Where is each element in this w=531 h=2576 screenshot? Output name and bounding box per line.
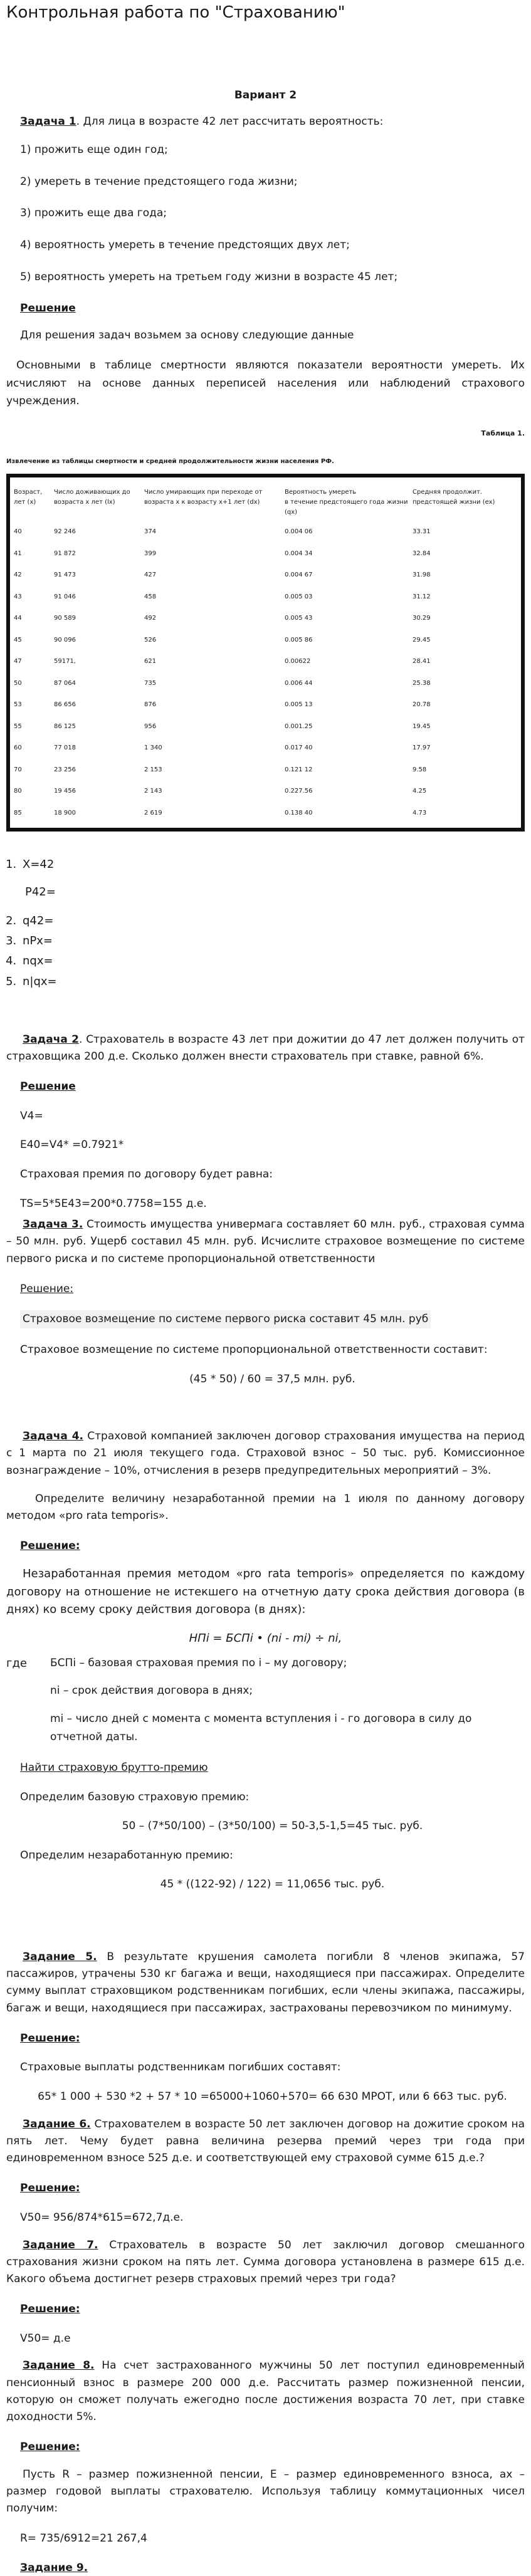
- table-cell-qx: 0.121 12: [285, 766, 313, 773]
- header-lx-line2: возраста х лет (lx): [54, 499, 115, 506]
- task6-answer: V50= 956/874*615=672,7д.е.: [20, 2211, 184, 2224]
- variant-heading: Вариант 2: [234, 88, 297, 102]
- table-header-dx: [144, 484, 285, 521]
- table-header-row: [14, 484, 517, 521]
- table-cell-lx: 87 064: [54, 679, 76, 687]
- mortality-table-frame: [6, 474, 525, 832]
- answer-p42: P42=: [25, 885, 56, 899]
- header-ex-line1: Средняя продолжит.: [413, 489, 483, 496]
- table-cell-lx: 86 656: [54, 701, 76, 709]
- table-cell-qx: 0.004 06: [285, 528, 313, 536]
- task4-find: Найти страховую брутто-премию: [20, 1761, 208, 1774]
- task7-solution-label: Решение:: [20, 2303, 80, 2316]
- table-cell-ex: 32.84: [413, 550, 431, 557]
- answer-item-3: [20, 933, 525, 949]
- task2-label: Задача 2: [23, 1033, 80, 1046]
- table-cell-ex: 4.73: [413, 809, 427, 816]
- answer-x: X=42: [23, 858, 55, 872]
- table-cell-dx: 1 340: [144, 744, 162, 752]
- task8-solution-label: Решение:: [20, 2441, 80, 2454]
- task1-item-1: 1) прожить еще один год;: [20, 143, 168, 156]
- task4-method: Незаработанная премия методом «pro rata temporis» определяется по каждому договору на отношение не истекшего на отчетную дату срока действия договора (в днях) ко всему сроку действия договора (в днях):: [6, 1567, 525, 1617]
- table-cell-dx: 2 143: [144, 788, 162, 795]
- task2-body: . Страхователь в возрасте 43 лет при дожитии до 47 лет должен получить от страховщика 200 д.е. Сколько должен внести страхователь при ставке, равной 6%.: [6, 1033, 525, 1063]
- task2-solution-label: Решение: [20, 1080, 76, 1093]
- table-header-ex: [413, 484, 517, 521]
- table-cell-age: 85: [14, 809, 22, 816]
- table-cell-dx: 526: [144, 636, 157, 644]
- table-cell-lx: 91 046: [54, 593, 76, 600]
- table-row: [14, 608, 517, 630]
- task1-basic-text: Основными в таблице смертности являются показатели вероятности умереть. Их исчисляют на основе данных переписей населения или наблюдений страхового учреждения.: [6, 359, 525, 407]
- table-cell-ex: 31.12: [413, 593, 431, 600]
- task1-answers-list-2: [6, 913, 525, 989]
- document-title: Контрольная работа по "Страхованию": [6, 3, 345, 22]
- table-cell-ex: 17.97: [413, 744, 431, 752]
- task4-where: где: [6, 1657, 27, 1671]
- task7-label: Задание 7.: [23, 2238, 98, 2251]
- table-cell-qx: 0.004 67: [285, 571, 313, 579]
- table-cell-ex: 9.58: [413, 766, 427, 773]
- header-ex-line2: предстоящей жизни (ex): [413, 499, 495, 506]
- task1-label: Задача 1: [20, 115, 76, 128]
- table-cell-qx: 0.004 34: [285, 550, 313, 557]
- table-cell-dx: 2 619: [144, 809, 162, 816]
- task4-def-3: mi – число дней с момента с момента вступления i - го договора в силу до отчетной даты.: [50, 1713, 472, 1743]
- table-cell-qx: 0.005 03: [285, 593, 313, 600]
- task1-item-5: 5) вероятность умереть на третьем году жизни в возрасте 45 лет;: [20, 270, 398, 283]
- task5-body: В результате крушения самолета погибли 8 членов экипажа, 57 пассажиров, утрачены 530 кг багажа и вещи, находящиеся при пассажирах. Определите сумму выплат страховщиком родственникам погибших, если члены экипажа, пассажиры, багаж и вещи, находящиеся при пассажирах, застрахованы перевозчиком по минимуму.: [6, 1951, 525, 2015]
- table-cell-lx: 91 872: [54, 550, 76, 557]
- task3-first-risk: [20, 1310, 525, 1328]
- answer-item-5: [20, 974, 525, 990]
- task4-def-row-1: [6, 1656, 525, 1672]
- task3-body: Стоимость имущества универмага составляет 60 млн. руб., страховая сумма – 50 млн. руб. Ущерб составил 45 млн. руб. Исчислите страховое возмещение по системе первого риска и по системе пропорциональной ответственности: [6, 1218, 525, 1265]
- task2-premium-text: Страховая премия по договору будет равна:: [20, 1167, 273, 1181]
- task4-def-2: ni – срок действия договора в днях;: [50, 1684, 253, 1697]
- task2-v4: V4=: [20, 1109, 43, 1122]
- task4-base-formula: 50 – (7*50/100) – (3*50/100) = 50-3,5-1,5=45 тыс. руб.: [122, 1820, 423, 1833]
- task5-label: Задание 5.: [23, 1951, 97, 1964]
- table-cell-qx: 0.005 13: [285, 701, 313, 709]
- mortality-table: [14, 484, 517, 824]
- header-age-line1: Возраст,: [14, 489, 43, 496]
- header-dx-line1: Число умирающих при переходе от: [144, 489, 263, 496]
- task3-text: [6, 1216, 525, 1268]
- task7-answer: V50= д.е: [20, 2332, 71, 2345]
- task9-label: Задание 9.: [20, 2562, 88, 2575]
- task6-label: Задание 6.: [23, 2117, 91, 2130]
- table-row: [14, 543, 517, 565]
- table-cell-qx: 0.017 40: [285, 744, 313, 752]
- task3-first-risk-text: Страховое возмещение по системе первого риска составит 45 млн. руб: [20, 1310, 431, 1328]
- table-cell-age: 41: [14, 550, 22, 557]
- table-cell-ex: 30.29: [413, 615, 431, 622]
- table-cell-ex: 19.45: [413, 722, 431, 730]
- task8-answer: R= 735/6912=21 267,4: [20, 2532, 147, 2545]
- table-header-qx: [285, 484, 413, 521]
- table-row: [14, 565, 517, 587]
- table-cell-dx: 374: [144, 528, 157, 536]
- table-cell-age: 42: [14, 571, 22, 579]
- task5-solution-label: Решение:: [20, 2031, 80, 2045]
- table-cell-lx: 92 246: [54, 528, 76, 536]
- answer-item-2: [20, 913, 525, 929]
- header-age-line2: лет (х): [14, 499, 36, 506]
- task6-text: [6, 2116, 525, 2167]
- table-cell-ex: 20.78: [413, 701, 431, 709]
- table-cell-ex: 29.45: [413, 636, 431, 644]
- table-cell-age: 40: [14, 528, 22, 536]
- task1-item-2: 2) умереть в течение предстоящего года жизни;: [20, 175, 298, 188]
- mortality-table-body: [14, 521, 517, 824]
- table-row: [14, 759, 517, 781]
- task5-payouts: Страховые выплаты родственникам погибших составят:: [20, 2061, 341, 2074]
- table-cell-age: 50: [14, 679, 22, 687]
- task1-item-3: 3) прожить еще два года;: [20, 207, 167, 220]
- table-cell-dx: 621: [144, 658, 157, 665]
- table-cell-dx: 2 153: [144, 766, 162, 773]
- table-cell-lx: 91 473: [54, 571, 76, 579]
- table-cell-dx: 876: [144, 701, 157, 709]
- task3-proportional: Страховое возмещение по системе пропорциональной ответственности составит:: [20, 1343, 488, 1357]
- task4-solution-label: Решение:: [20, 1540, 80, 1553]
- task6-solution-label: Решение:: [20, 2182, 80, 2195]
- table-cell-ex: 31.98: [413, 571, 431, 579]
- task8-text2: Пусть R – размер пожизненной пенсии, E – размер единовременного взноса, ax – размер годовой выплаты страхователю. Используя таблицу коммутационных чисел получим:: [6, 2468, 525, 2515]
- table-cell-ex: 4.25: [413, 788, 427, 795]
- answer-n-qx: n|qx=: [23, 974, 57, 988]
- task2-ts: TS=5*5E43=200*0.7758=155 д.е.: [20, 1197, 207, 1210]
- table-cell-lx: 90 096: [54, 636, 76, 644]
- table-row: [14, 673, 517, 695]
- table-cell-ex: 25.38: [413, 679, 431, 687]
- answer-nqx: nqx=: [23, 954, 53, 968]
- table-cell-age: 80: [14, 788, 22, 795]
- table-cell-qx: 0.005 43: [285, 615, 313, 622]
- table-cell-qx: 0.00622: [285, 658, 311, 665]
- task1-solution-text: Для решения задач возьмем за основу следующие данные: [20, 328, 354, 342]
- answer-npx: nPx=: [23, 934, 53, 948]
- table-cell-dx: 458: [144, 593, 157, 600]
- table-row: [14, 587, 517, 608]
- table-header-age: [14, 484, 54, 521]
- table-cell-qx: 0.006 44: [285, 679, 313, 687]
- table-caption: Таблица 1.: [481, 429, 525, 437]
- task7-text: [6, 2237, 525, 2288]
- task4-formula: НПi = БСПi • (ni - mi) ÷ ni,: [189, 1632, 342, 1645]
- table-header-lx: [54, 484, 144, 521]
- task1-solution-label: Решение: [20, 302, 76, 315]
- answer-q42: q42=: [23, 914, 54, 928]
- document-page: [0, 1, 531, 2576]
- table-cell-dx: 735: [144, 679, 157, 687]
- task3-solution-label: Решение:: [20, 1282, 74, 1295]
- table-cell-dx: 427: [144, 571, 157, 579]
- task4-unearned-text: Определим незаработанную премию:: [20, 1849, 233, 1862]
- table-cell-age: 60: [14, 744, 22, 752]
- table-cell-ex: 28.41: [413, 658, 431, 665]
- table-cell-lx: 77 018: [54, 744, 76, 752]
- table-cell-qx: 0.138 40: [285, 809, 313, 816]
- task2-text: [6, 1031, 525, 1065]
- table-cell-age: 55: [14, 722, 22, 730]
- task4-label: Задача 4.: [23, 1430, 83, 1443]
- task8-body: На счет застрахованного мужчины 50 лет поступил единовременный пенсионный взнос в размере 200 000 д.е. Рассчитать размер пожизненной пенсии, которую он сможет получать ежегодно после достижения возраста 70 лет, при ставке доходности 5%.: [6, 2359, 525, 2423]
- table-cell-lx: 59171,: [54, 658, 76, 665]
- table-extract-title: Извлечение из таблицы смертности и средней продолжительности жизни населения РФ.: [6, 457, 334, 465]
- table-cell-qx: 0.001.25: [285, 722, 313, 730]
- answer-item-1: [20, 857, 525, 873]
- header-qx-line1: Вероятность умереть: [285, 489, 357, 496]
- table-cell-dx: 492: [144, 615, 157, 622]
- task3-formula: (45 * 50) / 60 = 37,5 млн. руб.: [189, 1372, 355, 1385]
- header-lx-line1: Число доживающих до: [54, 489, 130, 496]
- task4-unearned-formula: 45 * ((122-92) / 122) = 11,0656 тыс. руб.: [160, 1878, 385, 1891]
- table-cell-age: 53: [14, 701, 22, 709]
- table-cell-qx: 0.227.56: [285, 788, 313, 795]
- header-dx-line2: возраста х к возрасту х+1 лет (dx): [144, 499, 260, 506]
- answer-item-4: [20, 953, 525, 969]
- table-cell-age: 45: [14, 636, 22, 644]
- task5-text: [6, 1949, 525, 2017]
- table-cell-age: 44: [14, 615, 22, 622]
- task1-item-4: 4) вероятность умереть в течение предстоящих двух лет;: [20, 238, 350, 251]
- task8-label: Задание 8.: [23, 2359, 95, 2372]
- table-cell-lx: 86 125: [54, 722, 76, 730]
- task2-e40: E40=V4* =0.7921*: [20, 1139, 124, 1152]
- task7-body: Страхователь в возрасте 50 лет заключил договор смешанного страхования жизни сроком на пять лет. Сумма договора установлена в размере 615 д.е. Какого объема достигнет резерв страховых премий через три года?: [6, 2238, 525, 2285]
- table-row: [14, 651, 517, 673]
- task1-intro: [20, 114, 525, 130]
- task1-answers-list: [6, 857, 525, 873]
- task4-question: Определите величину незаработанной премии на 1 июля по данному договору методом «pro rata temporis».: [6, 1492, 525, 1523]
- table-cell-age: 47: [14, 658, 22, 665]
- table-row: [14, 694, 517, 716]
- table-cell-qx: 0.005 86: [285, 636, 313, 644]
- table-cell-age: 70: [14, 766, 22, 773]
- table-cell-lx: 23 256: [54, 766, 76, 773]
- table-row: [14, 630, 517, 652]
- table-cell-dx: 399: [144, 550, 157, 557]
- table-cell-dx: 956: [144, 722, 157, 730]
- table-row: [14, 521, 517, 543]
- table-row: [14, 781, 517, 803]
- task3-label: Задача 3.: [23, 1218, 83, 1231]
- task8-text: [6, 2357, 525, 2426]
- header-qx-line2: в течение предстоящего года жизни (qx): [285, 499, 408, 516]
- table-row: [14, 803, 517, 825]
- table-cell-lx: 19 456: [54, 788, 76, 795]
- task6-body: Страхователем в возрасте 50 лет заключен договор на дожитие сроком на пять лет. Чему будет равна величина резерва премий через три года при единовременном взносе 525 д.е. и соответствующей ему страховой сумме 615 д.е.?: [6, 2117, 525, 2165]
- table-cell-ex: 33.31: [413, 528, 431, 536]
- task4-def-1: БСПi – базовая страховая премия по i – му договору;: [50, 1657, 347, 1670]
- task5-formula: 65* 1 000 + 530 *2 + 57 * 10 =65000+1060+570= 66 630 МРОТ, или 6 663 тыс. руб.: [38, 2090, 507, 2104]
- task1-intro-text: . Для лица в возрасте 42 лет рассчитать вероятность:: [76, 115, 384, 128]
- task4-body: Страховой компанией заключен договор страхования имущества на период с 1 марта по 21 июля текущего года. Страховой взнос – 50 тыс. руб. Комиссионное вознаграждение – 10%, отчисления в резерв предупредительных мероприятий – 3%.: [6, 1430, 525, 1477]
- task4-base-text: Определим базовую страховую премию:: [20, 1790, 250, 1803]
- task4-text: [6, 1428, 525, 1479]
- table-cell-lx: 18 900: [54, 809, 76, 816]
- table-cell-lx: 90 589: [54, 615, 76, 622]
- table-row: [14, 716, 517, 738]
- table-row: [14, 738, 517, 759]
- table-cell-age: 43: [14, 593, 22, 600]
